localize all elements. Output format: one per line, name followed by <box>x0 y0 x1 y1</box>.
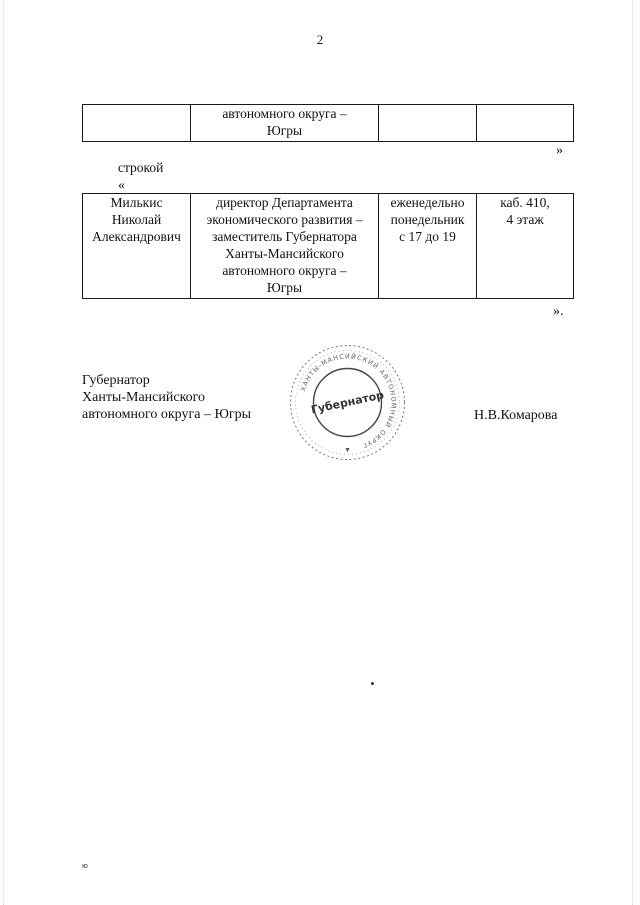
cell-line: Югры <box>266 123 303 138</box>
table-cell-schedule <box>379 194 477 299</box>
table-cell-name <box>83 194 191 299</box>
stamp-center-text: Губернатор <box>309 388 386 417</box>
table-cell <box>379 105 477 142</box>
closing-quote-period: ». <box>553 304 564 319</box>
scan-edge-right <box>632 0 634 905</box>
cell-line: директор Департамента <box>216 195 353 210</box>
cell-line: с 17 до 19 <box>399 229 456 244</box>
page-number: 2 <box>316 32 324 47</box>
signatory-name: Н.В.Комарова <box>474 408 558 423</box>
table-cell-position <box>191 194 379 299</box>
table-row <box>83 105 574 142</box>
table-cell <box>191 105 379 142</box>
corner-mark: ю <box>82 862 87 870</box>
main-table <box>82 193 574 299</box>
scan-dot <box>371 682 374 685</box>
cell-line: Ханты-Мансийского <box>225 246 344 261</box>
table-cell-room <box>477 194 574 299</box>
official-stamp <box>285 340 410 465</box>
cell-line: автономного округа – <box>222 106 347 121</box>
stamp-triangle-icon: ▼ <box>344 446 351 454</box>
table-row <box>83 194 574 299</box>
cell-line: еженедельно <box>390 195 465 210</box>
stamp-graphic <box>285 340 410 465</box>
cell-line: автономного округа – <box>222 263 347 278</box>
position-line: автономного округа – Югры <box>82 407 251 422</box>
table-cell <box>477 105 574 142</box>
scan-edge-left <box>3 0 5 905</box>
cell-line: Александрович <box>92 229 181 244</box>
cell-line: заместитель Губернатора <box>212 229 357 244</box>
cell-line: 4 этаж <box>506 212 544 227</box>
cell-line: каб. 410, <box>500 195 550 210</box>
position-line: Ханты-Мансийского <box>82 390 206 405</box>
cell-line: экономического развития – <box>206 212 363 227</box>
position-line: Губернатор <box>82 373 150 388</box>
closing-quote: » <box>556 143 563 158</box>
cell-line: Милькис <box>110 195 163 210</box>
top-table <box>82 104 574 142</box>
table-cell <box>83 105 191 142</box>
cell-line: понедельник <box>390 212 465 227</box>
stamp-ring-text: ХАНТЫ-МАНСИЙСКИЙ АВТОНОМНЫЙ ОКРУГ <box>299 352 398 450</box>
signature-position <box>82 372 251 423</box>
cell-line: Югры <box>266 280 303 295</box>
replacement-label: строкой <box>118 160 164 175</box>
cell-line: Николай <box>111 212 162 227</box>
opening-quote: « <box>118 178 125 193</box>
